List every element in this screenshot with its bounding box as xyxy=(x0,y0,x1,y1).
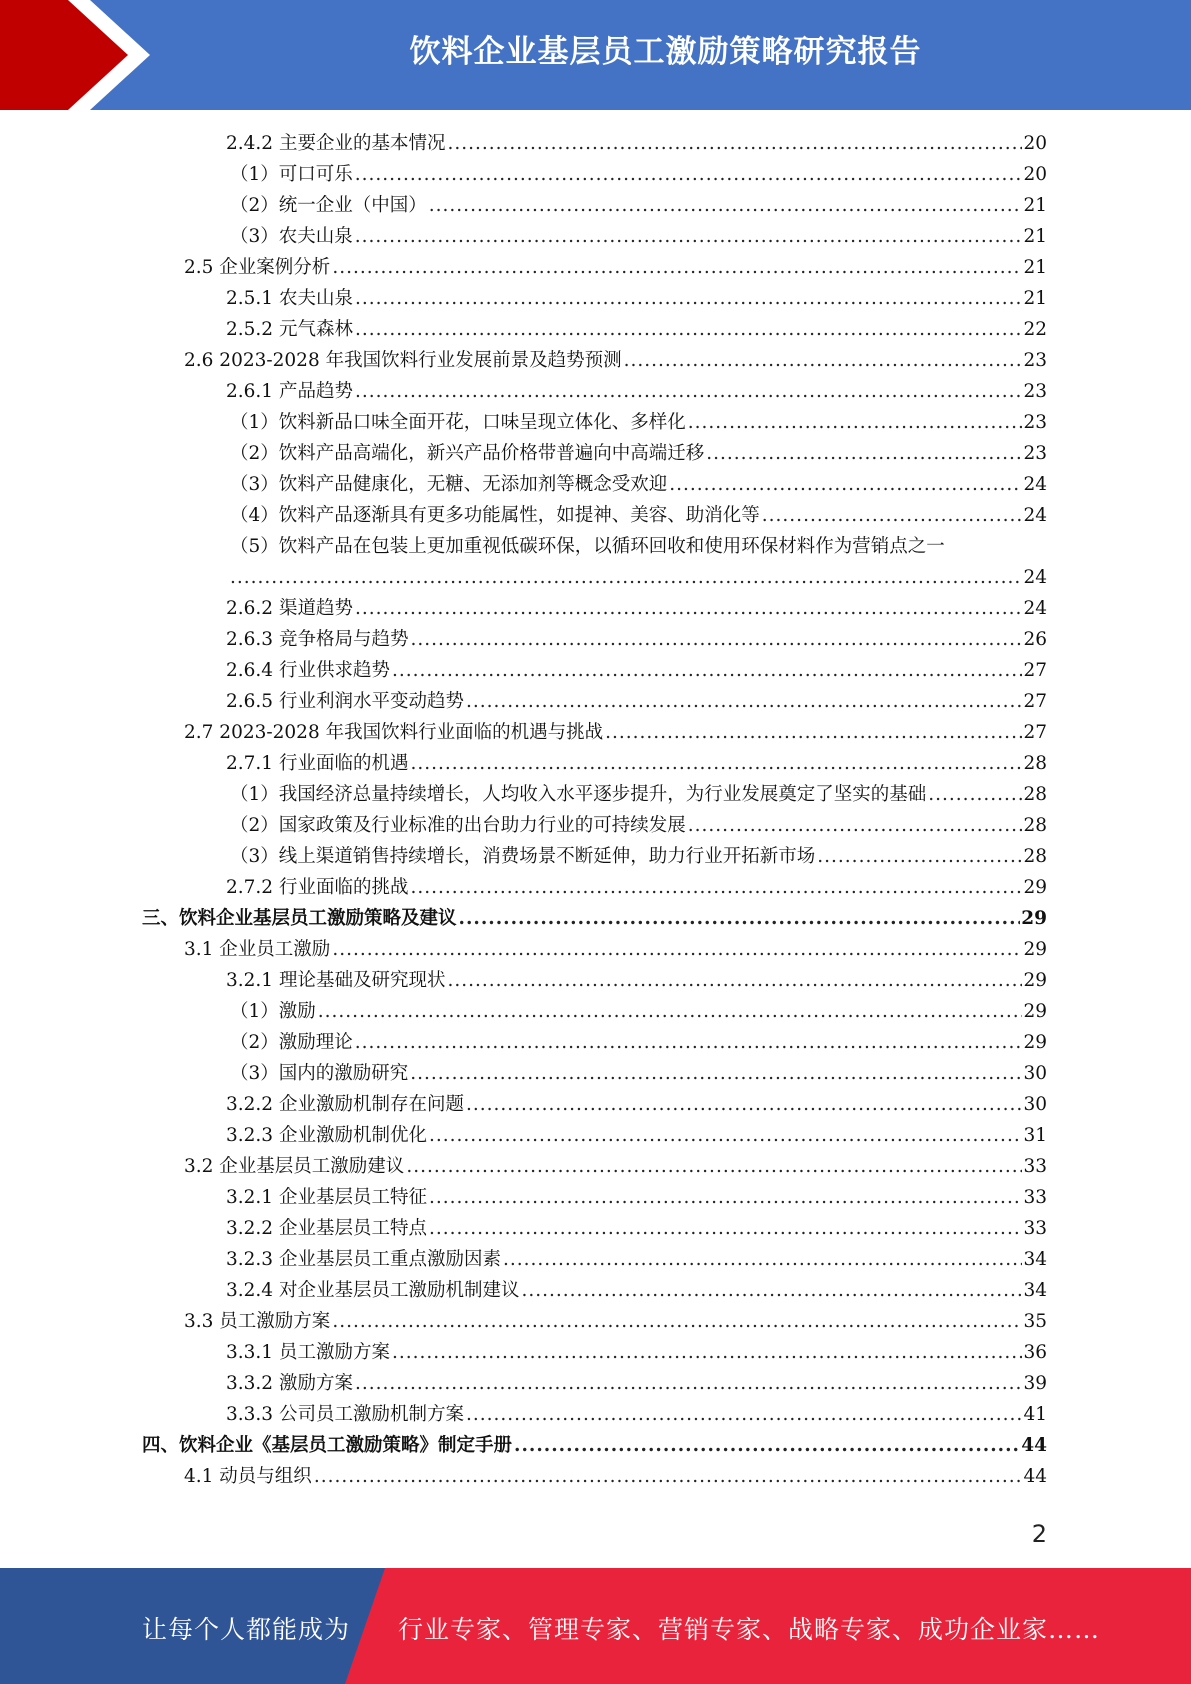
toc-entry[interactable] xyxy=(230,159,1047,190)
toc-entry-title: 2.6.5 行业利润水平变动趋势 xyxy=(226,691,464,712)
toc-entry[interactable] xyxy=(226,1213,1047,1244)
toc-entry[interactable] xyxy=(226,624,1047,655)
toc-entry[interactable] xyxy=(230,996,1047,1027)
toc-entry-page: 24 xyxy=(1023,474,1047,495)
toc-leader-dots xyxy=(410,748,1022,779)
toc-entry-title: 2.6.1 产品趋势 xyxy=(226,381,353,402)
toc-leader-dots xyxy=(447,128,1022,159)
toc-entry-page: 26 xyxy=(1023,629,1047,650)
toc-entry[interactable] xyxy=(226,1089,1047,1120)
toc-entry[interactable] xyxy=(230,1058,1047,1089)
toc-entry-page: 36 xyxy=(1023,1342,1047,1363)
toc-entry[interactable] xyxy=(226,1368,1047,1399)
toc-entry[interactable] xyxy=(230,407,1047,438)
toc-entry-page: 33 xyxy=(1023,1218,1047,1239)
toc-entry[interactable] xyxy=(184,1306,1047,1337)
toc-leader-dots xyxy=(355,314,1023,345)
toc-entry-title: （3）国内的激励研究 xyxy=(230,1063,409,1084)
toc-entry-title: 2.5 企业案例分析 xyxy=(184,257,331,278)
toc-leader-dots xyxy=(355,159,1023,190)
toc-entry-page: 33 xyxy=(1023,1187,1047,1208)
toc-entry-page: 33 xyxy=(1023,1156,1047,1177)
toc-entry-title: 2.6.4 行业供求趋势 xyxy=(226,660,390,681)
toc-entry-title: 3.3.1 员工激励方案 xyxy=(226,1342,390,1363)
toc-leader-dots xyxy=(466,1089,1022,1120)
toc-entry-page: 29 xyxy=(1023,1001,1047,1022)
toc-entry[interactable] xyxy=(226,1244,1047,1275)
toc-entry-title: 3.2 企业基层员工激励建议 xyxy=(184,1156,405,1177)
toc-entry-page: 24 xyxy=(1023,567,1047,588)
toc-entry-title: 三、饮料企业基层员工激励策略及建议 xyxy=(142,908,457,929)
toc-entry[interactable] xyxy=(184,1461,1047,1492)
toc-entry-continuation[interactable] xyxy=(230,562,1047,593)
toc-entry-title: 3.1 企业员工激励 xyxy=(184,939,331,960)
toc-leader-dots xyxy=(466,1399,1022,1430)
toc-entry[interactable] xyxy=(226,283,1047,314)
toc-entry-page: 23 xyxy=(1023,412,1047,433)
toc-entry-page: 21 xyxy=(1023,195,1047,216)
toc-leader-dots xyxy=(230,562,1022,593)
page-footer xyxy=(0,1568,1191,1684)
toc-entry-page: 21 xyxy=(1023,226,1047,247)
toc-entry-page: 28 xyxy=(1023,846,1047,867)
toc-entry-title: 2.7.2 行业面临的挑战 xyxy=(226,877,409,898)
toc-entry-page: 44 xyxy=(1021,1435,1047,1456)
toc-leader-dots xyxy=(355,283,1023,314)
toc-leader-dots xyxy=(332,252,1022,283)
toc-leader-dots xyxy=(928,779,1022,810)
toc-entry-title: 2.4.2 主要企业的基本情况 xyxy=(226,133,446,154)
footer-slogan-left: 让每个人都能成为 xyxy=(142,1615,351,1644)
toc-leader-dots xyxy=(318,996,1023,1027)
toc-entry-title-wrapped[interactable]: （5）饮料产品在包装上更加重视低碳环保，以循环回收和使用环保材料作为营销点之一 xyxy=(230,536,945,557)
toc-entry[interactable] xyxy=(184,345,1047,376)
toc-entry[interactable] xyxy=(226,748,1047,779)
toc-entry-page: 27 xyxy=(1023,691,1047,712)
toc-entry-title: （1）可口可乐 xyxy=(230,164,353,185)
toc-entry-page: 24 xyxy=(1023,598,1047,619)
toc-entry-page: 20 xyxy=(1023,164,1047,185)
toc-entry-title: （1）饮料新品口味全面开花，口味呈现立体化、多样化 xyxy=(230,412,686,433)
toc-leader-dots xyxy=(503,1244,1022,1275)
toc-entry[interactable] xyxy=(184,934,1047,965)
toc-entry[interactable] xyxy=(230,469,1047,500)
toc-leader-dots xyxy=(459,903,1021,934)
toc-leader-dots xyxy=(466,686,1022,717)
page-header xyxy=(0,0,1191,110)
toc-leader-dots xyxy=(332,1306,1022,1337)
toc-entry-page: 21 xyxy=(1023,288,1047,309)
toc-leader-dots xyxy=(688,810,1023,841)
toc-leader-dots xyxy=(355,221,1023,252)
toc-entry-page: 22 xyxy=(1023,319,1047,340)
toc-entry-page: 23 xyxy=(1023,381,1047,402)
toc-leader-dots xyxy=(447,965,1022,996)
toc-entry-title: 3.2.2 企业基层员工特点 xyxy=(226,1218,427,1239)
toc-entry[interactable] xyxy=(230,500,1047,531)
toc-leader-dots xyxy=(706,438,1022,469)
toc-entry-page: 34 xyxy=(1023,1249,1047,1270)
toc-entry[interactable] xyxy=(230,841,1047,872)
toc-leader-dots xyxy=(314,1461,1023,1492)
toc-entry-title: 四、饮料企业《基层员工激励策略》制定手册 xyxy=(142,1435,513,1456)
toc-entry[interactable] xyxy=(226,128,1047,159)
toc-entry-title: 3.2.3 企业激励机制优化 xyxy=(226,1125,427,1146)
toc-entry-page: 34 xyxy=(1023,1280,1047,1301)
toc-entry-page: 30 xyxy=(1023,1063,1047,1084)
toc-entry-title: 2.7.1 行业面临的机遇 xyxy=(226,753,409,774)
toc-leader-dots xyxy=(355,1027,1023,1058)
toc-entry-page: 35 xyxy=(1023,1311,1047,1332)
toc-entry-page: 44 xyxy=(1023,1466,1047,1487)
toc-entry-page: 27 xyxy=(1023,722,1047,743)
toc-entry-title: 2.5.2 元气森林 xyxy=(226,319,353,340)
toc-entry-page: 28 xyxy=(1023,815,1047,836)
toc-leader-dots xyxy=(410,1058,1022,1089)
toc-entry[interactable] xyxy=(184,717,1047,748)
toc-leader-dots xyxy=(514,1430,1020,1461)
toc-chapter-entry[interactable] xyxy=(142,903,1047,934)
toc-entry-page: 39 xyxy=(1023,1373,1047,1394)
toc-entry[interactable] xyxy=(226,1120,1047,1151)
toc-entry-title: 2.7 2023-2028 年我国饮料行业面临的机遇与挑战 xyxy=(184,722,604,743)
toc-entry[interactable] xyxy=(230,221,1047,252)
toc-leader-dots xyxy=(332,934,1022,965)
toc-leader-dots xyxy=(355,376,1023,407)
toc-entry-title: （3）农夫山泉 xyxy=(230,226,353,247)
toc-entry-title: 2.6.2 渠道趋势 xyxy=(226,598,353,619)
toc-entry-title: 2.5.1 农夫山泉 xyxy=(226,288,353,309)
footer-slogan-right: 行业专家、管理专家、营销专家、战略专家、成功企业家…… xyxy=(398,1615,1101,1644)
toc-leader-dots xyxy=(410,872,1022,903)
toc-entry-page: 21 xyxy=(1023,257,1047,278)
toc-entry-page: 28 xyxy=(1023,784,1047,805)
toc-leader-dots xyxy=(410,624,1022,655)
toc-entry-page: 28 xyxy=(1023,753,1047,774)
toc-leader-dots xyxy=(406,1151,1022,1182)
toc-leader-dots xyxy=(392,1337,1022,1368)
toc-entry-title: 3.2.1 理论基础及研究现状 xyxy=(226,970,446,991)
toc-leader-dots xyxy=(817,841,1022,872)
toc-entry-page: 29 xyxy=(1023,1032,1047,1053)
toc-chapter-entry[interactable] xyxy=(142,1430,1047,1461)
toc-entry[interactable] xyxy=(230,190,1047,221)
toc-leader-dots xyxy=(429,1120,1022,1151)
toc-entry-page: 24 xyxy=(1023,505,1047,526)
toc-entry-page: 27 xyxy=(1023,660,1047,681)
toc-entry-title: 3.2.3 企业基层员工重点激励因素 xyxy=(226,1249,501,1270)
toc-entry-page: 31 xyxy=(1023,1125,1047,1146)
toc-entry[interactable] xyxy=(226,965,1047,996)
toc-entry-page: 23 xyxy=(1023,443,1047,464)
toc-entry[interactable] xyxy=(226,314,1047,345)
toc-entry-title: 3.2.2 企业激励机制存在问题 xyxy=(226,1094,464,1115)
toc-entry-title: 3.2.4 对企业基层员工激励机制建议 xyxy=(226,1280,520,1301)
toc-entry-title: （1）我国经济总量持续增长，人均收入水平逐步提升，为行业发展奠定了坚实的基础 xyxy=(230,784,927,805)
red-chevron-decoration xyxy=(0,0,160,110)
toc-entry[interactable] xyxy=(184,252,1047,283)
toc-entry[interactable] xyxy=(226,872,1047,903)
toc-entry[interactable] xyxy=(226,1399,1047,1430)
toc-leader-dots xyxy=(392,655,1022,686)
toc-entry-title: 2.6.3 竞争格局与趋势 xyxy=(226,629,409,650)
toc-entry-title: 2.6 2023-2028 年我国饮料行业发展前景及趋势预测 xyxy=(184,350,622,371)
toc-entry[interactable] xyxy=(230,1027,1047,1058)
toc-entry-page: 29 xyxy=(1023,939,1047,960)
toc-entry[interactable] xyxy=(226,1182,1047,1213)
page-number: 2 xyxy=(1031,1520,1047,1548)
toc-entry[interactable] xyxy=(230,810,1047,841)
toc-entry-title: 3.2.1 企业基层员工特征 xyxy=(226,1187,427,1208)
toc-entry[interactable] xyxy=(184,1151,1047,1182)
toc-leader-dots xyxy=(762,500,1023,531)
toc-entry-page: 29 xyxy=(1021,908,1047,929)
toc-leader-dots xyxy=(669,469,1022,500)
report-title: 饮料企业基层员工激励策略研究报告 xyxy=(409,34,922,70)
toc-leader-dots xyxy=(521,1275,1022,1306)
toc-entry[interactable] xyxy=(226,686,1047,717)
toc-entry-title: 3.3 员工激励方案 xyxy=(184,1311,331,1332)
toc-leader-dots xyxy=(429,1182,1022,1213)
toc-entry[interactable] xyxy=(226,1275,1047,1306)
toc-entry[interactable] xyxy=(230,438,1047,469)
toc-leader-dots xyxy=(429,1213,1022,1244)
toc-entry-title: （2）激励理论 xyxy=(230,1032,353,1053)
toc-entry[interactable] xyxy=(226,593,1047,624)
toc-entry-title: （2）国家政策及行业标准的出台助力行业的可持续发展 xyxy=(230,815,686,836)
toc-leader-dots xyxy=(355,593,1023,624)
toc-entry-title: （2）统一企业（中国） xyxy=(230,195,427,216)
toc-entry-title: （4）饮料产品逐渐具有更多功能属性，如提神、美容、助消化等 xyxy=(230,505,760,526)
toc-entry-page: 29 xyxy=(1023,877,1047,898)
toc-entry-page: 30 xyxy=(1023,1094,1047,1115)
toc-entry-title: （3）饮料产品健康化，无糖、无添加剂等概念受欢迎 xyxy=(230,474,668,495)
toc-entry[interactable] xyxy=(226,1337,1047,1368)
toc-leader-dots xyxy=(429,190,1023,221)
toc-leader-dots xyxy=(688,407,1023,438)
toc-entry-title: （3）线上渠道销售持续增长，消费场景不断延伸，助力行业开拓新市场 xyxy=(230,846,816,867)
toc-entry-title: （2）饮料产品高端化，新兴产品价格带普遍向中高端迁移 xyxy=(230,443,705,464)
toc-entry-title: 3.3.3 公司员工激励机制方案 xyxy=(226,1404,464,1425)
toc-entry-title: 3.3.2 激励方案 xyxy=(226,1373,353,1394)
toc-entry-page: 23 xyxy=(1023,350,1047,371)
toc-leader-dots xyxy=(605,717,1022,748)
toc-entry-title: 4.1 动员与组织 xyxy=(184,1466,312,1487)
toc-entry-page: 41 xyxy=(1023,1404,1047,1425)
toc-leader-dots xyxy=(624,345,1023,376)
toc-entry-page: 20 xyxy=(1023,133,1047,154)
toc-entry[interactable] xyxy=(226,655,1047,686)
toc-leader-dots xyxy=(355,1368,1023,1399)
toc-entry[interactable] xyxy=(226,376,1047,407)
toc-entry-page: 29 xyxy=(1023,970,1047,991)
toc-entry[interactable] xyxy=(230,779,1047,810)
toc-entry-title: （1）激励 xyxy=(230,1001,316,1022)
